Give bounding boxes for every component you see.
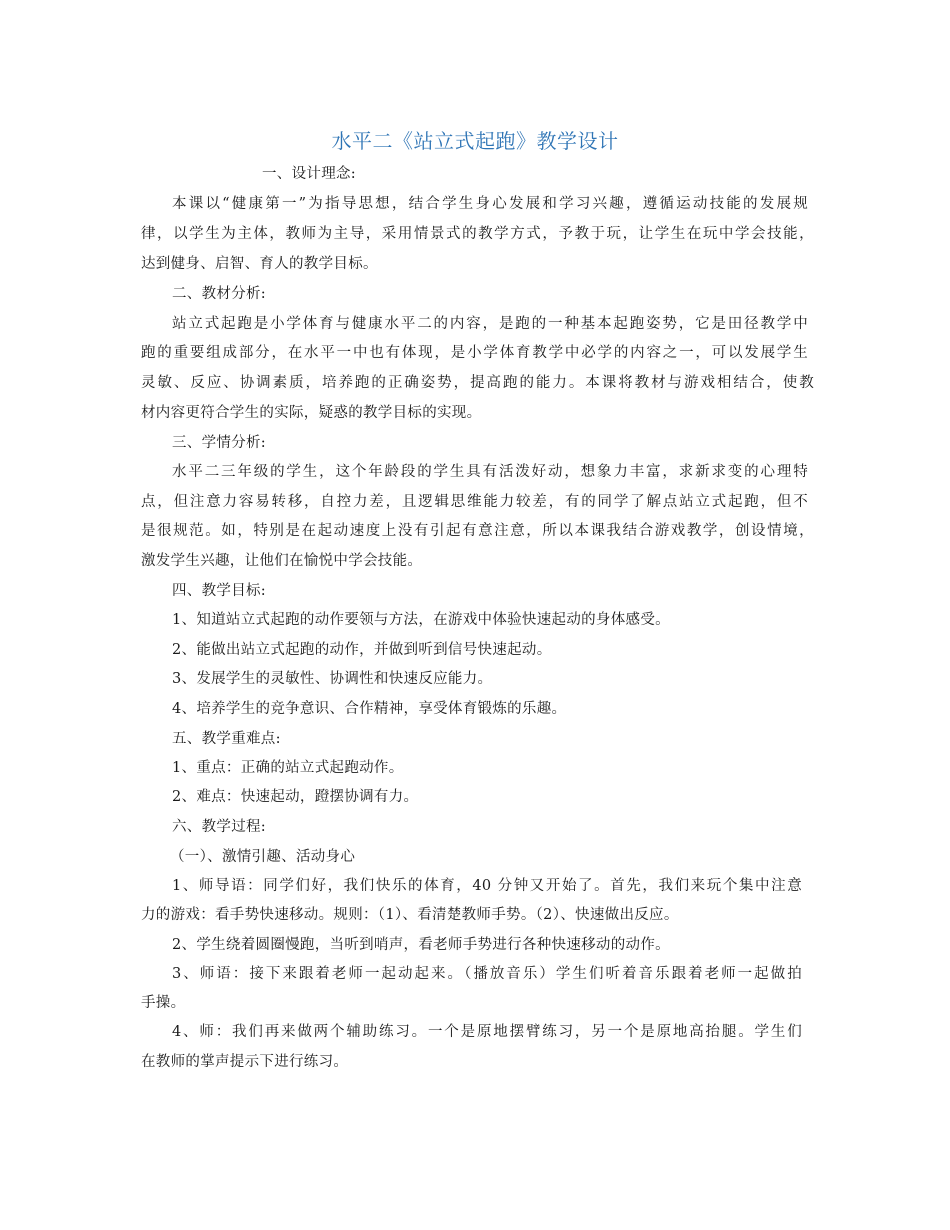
paragraph-line: 在教师的掌声提示下进行练习。 bbox=[141, 1054, 349, 1070]
paragraph-line: 灵敏、反应、协调素质，培养跑的正确姿势，提高跑的能力。本课将教材与游戏相结合，使教 bbox=[141, 375, 814, 391]
paragraph-line: 律，以学生为主体，教师为主导，采用情景式的教学方式，予教于玩，让学生在玩中学会技能， bbox=[141, 226, 814, 242]
subsection-heading: （一）、激情引趣、活动身心 bbox=[170, 849, 356, 865]
document-title: 水平二《站立式起跑》教学设计 bbox=[331, 129, 619, 153]
paragraph-line: 激发学生兴趣，让他们在愉悦中学会技能。 bbox=[141, 553, 423, 569]
paragraph-line: 是很规范。如，特别是在起动速度上没有引起有意注意，所以本课我结合游戏教学，创设情境， bbox=[141, 523, 814, 539]
section-heading-key-points: 五、教学重难点: bbox=[172, 731, 281, 747]
section-heading-material-analysis: 二、教材分析: bbox=[172, 286, 266, 302]
paragraph-line: 2、学生绕着圆圈慢跑，当听到哨声，看老师手势进行各种快速移动的动作。 bbox=[172, 937, 670, 953]
paragraph-line: 跑的重要组成部分，在水平一中也有体现，是小学体育教学中必学的内容之一，可以发展学生 bbox=[141, 345, 808, 361]
section-heading-student-analysis: 三、学情分析: bbox=[172, 435, 266, 451]
section-heading-teaching-process: 六、教学过程: bbox=[172, 819, 266, 835]
section-heading-design-concept: 一、设计理念: bbox=[262, 166, 356, 182]
paragraph-line: 4、师：我们再来做两个辅助练习。一个是原地摆臂练习，另一个是原地高抬腿。学生们 bbox=[172, 1024, 802, 1040]
paragraph-line: 本课以“健康第一”为指导思想，结合学生身心发展和学习兴趣，遵循运动技能的发展规 bbox=[172, 196, 808, 212]
list-item: 2、难点：快速起动，蹬摆协调有力。 bbox=[172, 789, 419, 805]
paragraph-line: 水平二三年级的学生，这个年龄段的学生具有活泼好动，想象力丰富，求新求变的心理特 bbox=[172, 464, 808, 480]
list-item: 3、发展学生的灵敏性、协调性和快速反应能力。 bbox=[172, 671, 493, 687]
paragraph-line: 手操。 bbox=[141, 995, 186, 1011]
paragraph-line: 材内容更符合学生的实际，疑惑的教学目标的实现。 bbox=[141, 405, 482, 421]
list-item: 1、重点：正确的站立式起跑动作。 bbox=[172, 760, 404, 776]
paragraph-line: 点，但注意力容易转移，自控力差，且逻辑思维能力较差，有的同学了解点站立式起跑，但不 bbox=[141, 494, 808, 510]
list-item: 2、能做出站立式起跑的动作，并做到听到信号快速起动。 bbox=[172, 642, 552, 658]
list-item: 4、培养学生的竞争意识、合作精神，享受体育锻炼的乐趣。 bbox=[172, 701, 567, 717]
paragraph-line: 力的游戏：看手势快速移动。规则：（1）、看清楚教师手势。（2）、快速做出反应。 bbox=[141, 907, 679, 923]
list-item: 1、知道站立式起跑的动作要领与方法，在游戏中体验快速起动的身体感受。 bbox=[172, 612, 670, 628]
paragraph-line: 达到健身、启智、育人的教学目标。 bbox=[141, 256, 378, 272]
paragraph-line: 1、师导语：同学们好，我们快乐的体育，40 分钟又开始了。首先，我们来玩个集中注意 bbox=[172, 878, 802, 894]
paragraph-line: 3、师语：接下来跟着老师一起动起来。（播放音乐）学生们听着音乐跟着老师一起做拍 bbox=[172, 966, 802, 982]
section-heading-teaching-goals: 四、教学目标: bbox=[172, 583, 266, 599]
paragraph-line: 站立式起跑是小学体育与健康水平二的内容，是跑的一种基本起跑姿势，它是田径教学中 bbox=[172, 316, 808, 332]
